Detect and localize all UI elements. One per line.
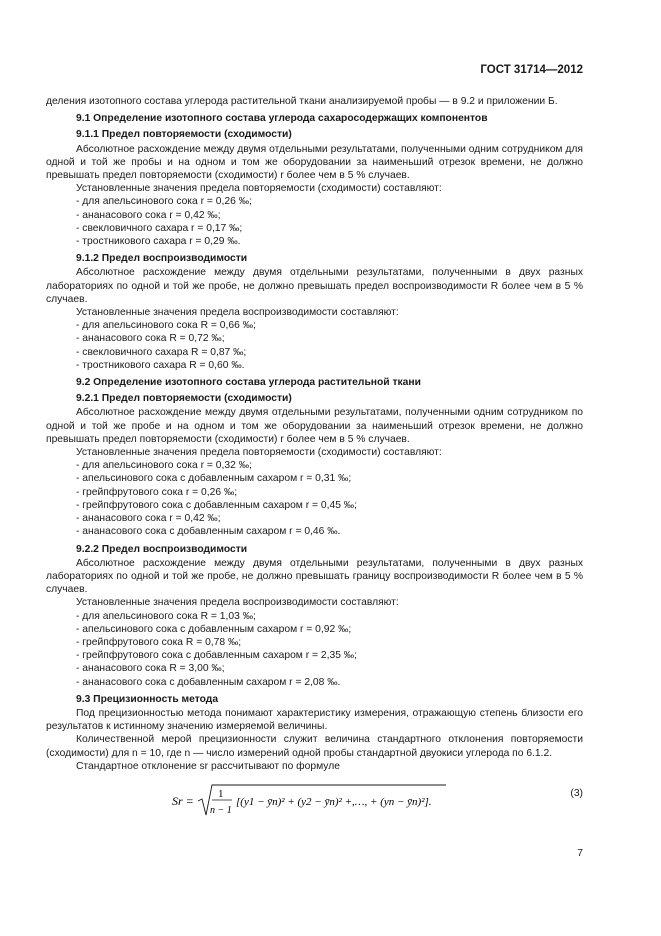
list-item: - свекловичного сахара r = 0,17 ‰; bbox=[76, 222, 243, 234]
list-item: - грейпфрутового сока с добавленным сахаром r = 0,45 ‰; bbox=[76, 499, 357, 511]
list-item: - грейпфрутового сока r = 0,26 ‰; bbox=[76, 486, 238, 498]
paragraph-9-2-1-b: Установленные значения предела повторяемости (сходимости) составляют: bbox=[76, 447, 442, 459]
list-item: - грейпфрутового сока R = 0,78 ‰; bbox=[76, 636, 242, 648]
list-item: - для апельсинового сока r = 0,26 ‰; bbox=[76, 196, 252, 208]
paragraph-9-1-2-a: Абсолютное расхождение между двумя отдельными результатами, полученными в двух разных лабораториях по одной и той же пробе, не должно превышать предел воспроизводимости R более чем в 5 % случаев. bbox=[46, 267, 583, 305]
paragraph-9-1-1-b: Установленные значения предела повторяемости (сходимости) составляют: bbox=[76, 183, 442, 195]
list-item: - грейпфрутового сока с добавленным сахаром r = 2,35 ‰; bbox=[76, 650, 357, 662]
list-item: - для апельсинового сока R = 0,66 ‰; bbox=[76, 320, 256, 332]
formula-lhs: Sr = bbox=[172, 793, 194, 808]
paragraph-9-3-a: Под прецизионностью метода понимают характеристику измерения, отражающую степень близости его результатов к истинному значению измеряемой величины. bbox=[46, 707, 583, 733]
document-standard-header: ГОСТ 31714—2012 bbox=[480, 64, 583, 76]
section-9-2-1-heading: 9.2.1 Предел повторяемости (сходимости) bbox=[76, 393, 292, 405]
formula-body: [(y1 − ȳn)² + (y2 − ȳn)² +,…, + (yn − ȳn)²]. bbox=[236, 795, 432, 808]
list-item: - свекловичного сахара R = 0,87 ‰; bbox=[76, 346, 247, 358]
document-body bbox=[46, 95, 583, 821]
list-item: - ананасового сока с добавленным сахаром r = 0,46 ‰. bbox=[76, 526, 341, 538]
list-item: - для апельсинового сока r = 0,32 ‰; bbox=[76, 460, 252, 472]
paragraph-continuation: деления изотопного состава углерода растительной ткани анализируемой пробы — в 9.2 и приложении Б. bbox=[46, 96, 558, 107]
section-9-3-heading: 9.3 Прецизионность метода bbox=[76, 693, 219, 705]
list-item: - тростникового сахара r = 0,29 ‰. bbox=[76, 236, 241, 248]
list-item: - для апельсинового сока R = 1,03 ‰; bbox=[76, 610, 256, 622]
paragraph-9-1-2-b: Установленные значения предела воспроизводимости составляют: bbox=[76, 307, 399, 319]
fraction-denominator: n − 1 bbox=[210, 804, 232, 816]
formula-number: (3) bbox=[570, 787, 583, 799]
paragraph-9-1-1-a: Абсолютное расхождение между двумя отдельными результатами, полученными одним сотрудником для одной и той же пробы и на одном и том же оборудовании за наименьший отрезок времени, не должно превышать предел повторяемости (сходимости) r более чем в 5 % случаев. bbox=[46, 143, 583, 182]
list-item: - апельсинового сока с добавленным сахаром r = 0,92 ‰; bbox=[76, 623, 352, 635]
paragraph-9-2-2-a: Абсолютное расхождение между двумя отдельными результатами, полученными в двух разных лабораториях по одной и той же пробе, не должно превышать границу воспроизводимости R более чем в 5 % случаев. bbox=[46, 557, 583, 596]
paragraph-9-3-c: Стандартное отклонение sr рассчитывают по формуле bbox=[76, 760, 340, 772]
paragraph-9-2-2-b: Установленные значения предела воспроизводимости составляют: bbox=[76, 597, 399, 609]
formula-graphic bbox=[46, 781, 526, 821]
page-number: 7 bbox=[577, 848, 583, 859]
list-item: - тростникового сахара R = 0,60 ‰. bbox=[76, 359, 245, 371]
section-9-2-heading: 9.2 Определение изотопного состава углерода растительной ткани bbox=[76, 377, 421, 389]
section-9-1-1-heading: 9.1.1 Предел повторяемости (сходимости) bbox=[76, 129, 292, 141]
section-9-1-2-heading: 9.1.2 Предел воспроизводимости bbox=[76, 253, 248, 265]
list-item: - ананасового сока R = 3,00 ‰; bbox=[76, 663, 225, 675]
section-9-2-2-heading: 9.2.2 Предел воспроизводимости bbox=[76, 543, 248, 555]
list-item: - ананасового сока r = 0,42 ‰; bbox=[76, 209, 221, 221]
list-item: - ананасового сока R = 0,72 ‰; bbox=[76, 333, 225, 345]
list-item: - ананасового сока r = 0,42 ‰; bbox=[76, 513, 221, 525]
paragraph-9-3-b: Количественной мерой прецизионности служит величина стандартного отклонения повторяемости (сходимости) для n = 10, где n — число измерений одной пробы стандартной двуокиси углерода по 6.1.2. bbox=[46, 734, 583, 759]
fraction-numerator: 1 bbox=[218, 787, 224, 800]
paragraph-9-2-1-a: Абсолютное расхождение между двумя отдельными результатами, полученными одним сотрудником по одной и той же пробе и на одном и том же оборудовании за наименьший отрезок времени, не должно превышать предел повторяемости (сходимости) r более чем в 5 % случаев. bbox=[46, 407, 583, 445]
formula-3 bbox=[46, 781, 583, 821]
list-item: - ананасового сока с добавленным сахаром r = 2,08 ‰. bbox=[76, 676, 341, 688]
list-item: - апельсинового сока с добавленным сахаром r = 0,31 ‰; bbox=[76, 473, 352, 485]
section-9-1-heading: 9.1 Определение изотопного состава углерода сахаросодержащих компонентов bbox=[76, 113, 488, 125]
